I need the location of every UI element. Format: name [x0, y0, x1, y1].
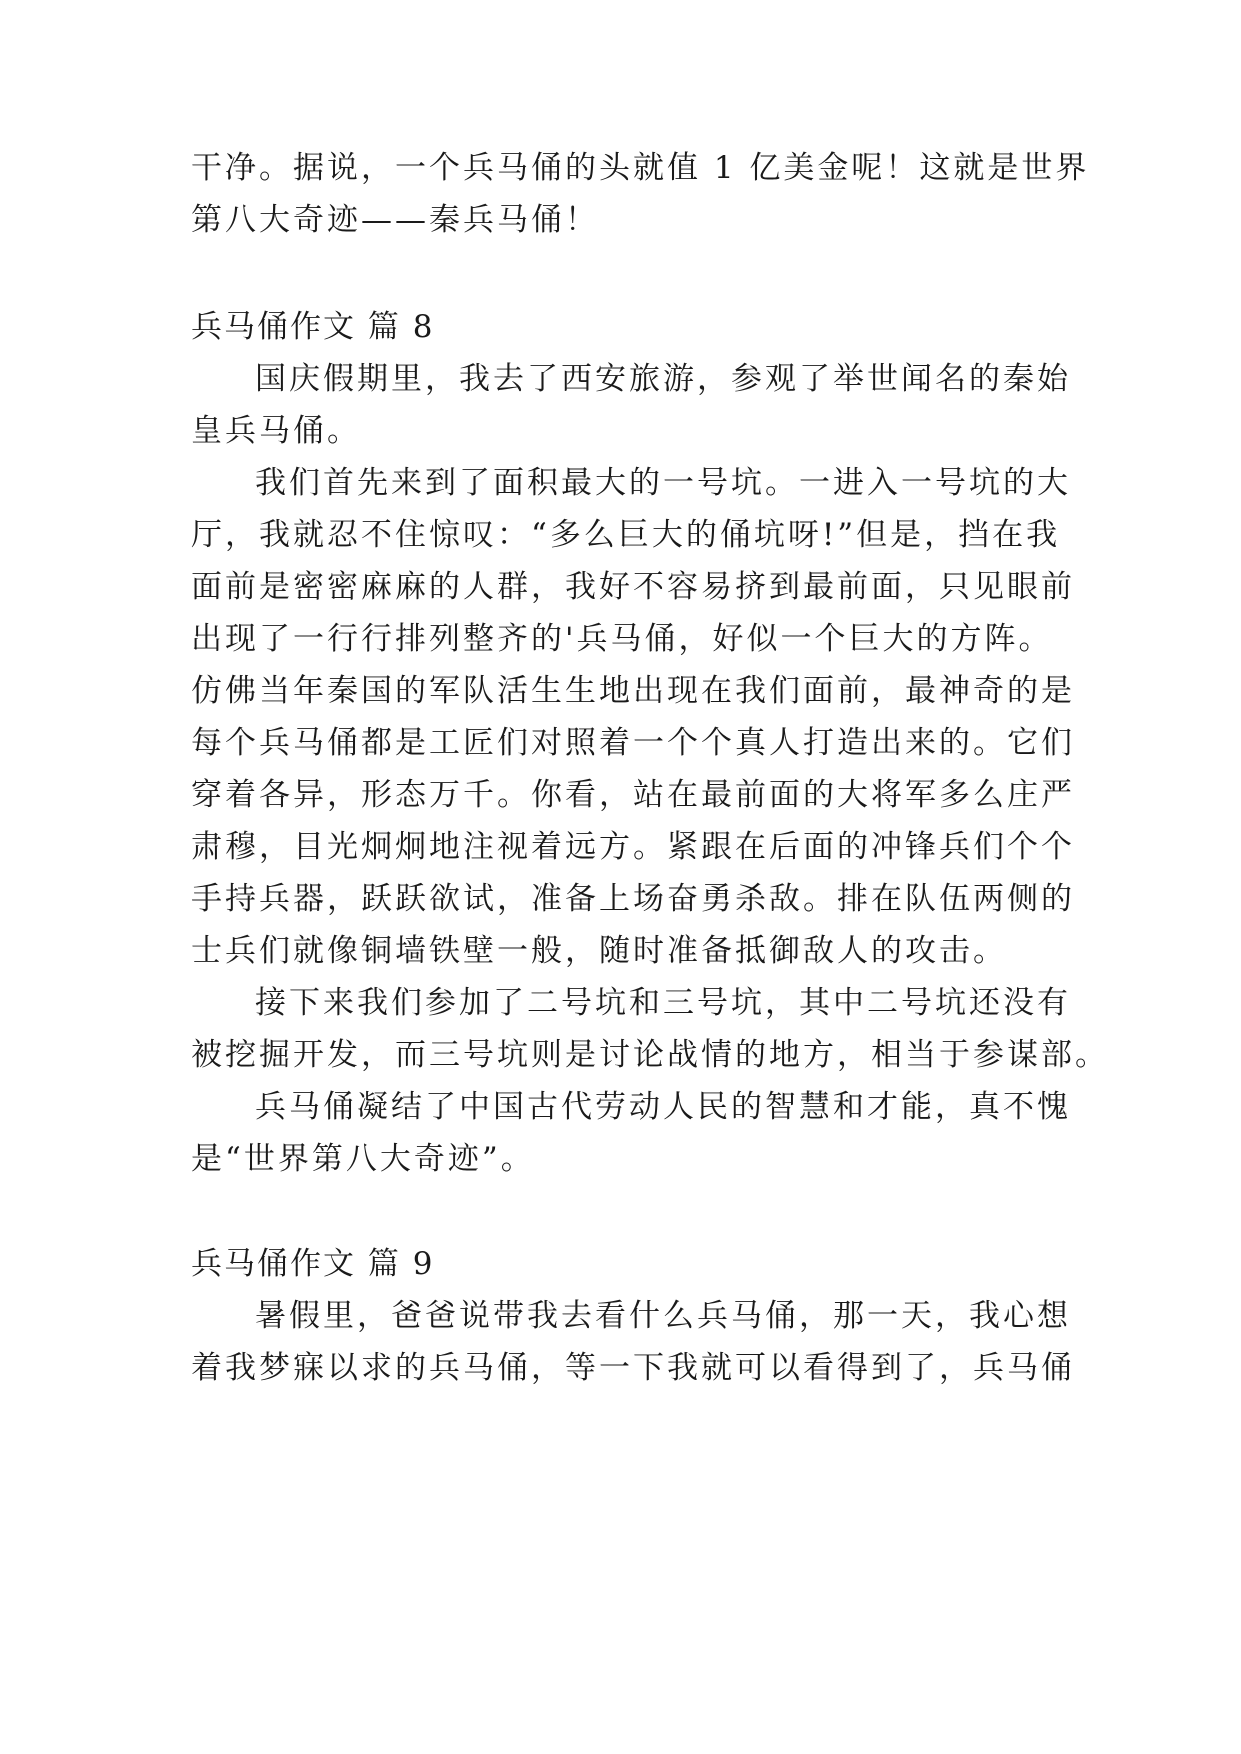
- paragraph-line: 国庆假期里，我去了西安旅游，参观了举世闻名的秦始: [255, 361, 1071, 397]
- paragraph-line: 肃穆，目光炯炯地注视着远方。紧跟在后面的冲锋兵们个个: [191, 829, 1075, 865]
- paragraph-line: 接下来我们参加了二号坑和三号坑，其中二号坑还没有: [255, 985, 1071, 1021]
- paragraph-line: 士兵们就像铜墙铁壁一般，随时准备抵御敌人的攻击。: [191, 933, 1007, 969]
- essay-heading: 兵马俑作文 篇 8: [191, 309, 435, 345]
- essay-heading: 兵马俑作文 篇 9: [191, 1246, 435, 1282]
- paragraph-line: 手持兵器，跃跃欲试，准备上场奋勇杀敌。排在队伍两侧的: [191, 881, 1075, 917]
- paragraph-line: 我们首先来到了面积最大的一号坑。一进入一号坑的大: [255, 465, 1071, 501]
- paragraph-line: 厅，我就忍不住惊叹：“多么巨大的俑坑呀!”但是，挡在我: [191, 517, 1061, 553]
- paragraph-line: 第八大奇迹——秦兵马俑！: [191, 202, 599, 238]
- paragraph-line: 着我梦寐以求的兵马俑，等一下我就可以看得到了，兵马俑: [191, 1350, 1075, 1386]
- paragraph-line: 面前是密密麻麻的人群，我好不容易挤到最前面，只见眼前: [191, 569, 1075, 605]
- paragraph-line: 是“世界第八大奇迹”。: [191, 1141, 535, 1177]
- paragraph-line: 暑假里，爸爸说带我去看什么兵马俑，那一天，我心想: [255, 1298, 1071, 1334]
- paragraph-line: 皇兵马俑。: [191, 413, 361, 449]
- paragraph-line: 每个兵马俑都是工匠们对照着一个个真人打造出来的。它们: [191, 725, 1075, 761]
- paragraph-line: 兵马俑凝结了中国古代劳动人民的智慧和才能，真不愧: [255, 1089, 1071, 1125]
- paragraph-line: 穿着各异，形态万千。你看，站在最前面的大将军多么庄严: [191, 777, 1075, 813]
- paragraph-line: 干净。据说，一个兵马俑的头就值 1 亿美金呢！这就是世界: [191, 150, 1090, 186]
- paragraph-line: 被挖掘开发，而三号坑则是讨论战情的地方，相当于参谋部。: [191, 1037, 1109, 1073]
- paragraph-line: 仿佛当年秦国的军队活生生地出现在我们面前，最神奇的是: [191, 673, 1075, 709]
- paragraph-line: 出现了一行行排列整齐的'兵马俑，好似一个巨大的方阵。: [191, 621, 1053, 657]
